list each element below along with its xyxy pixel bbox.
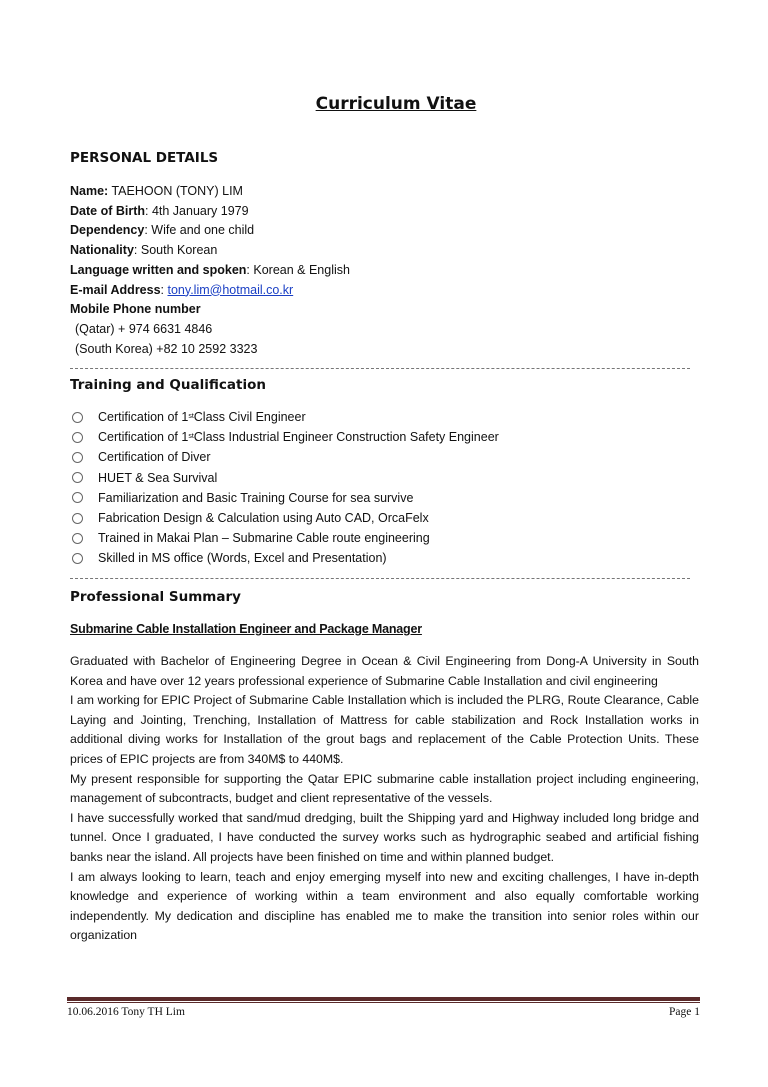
item-sup: st <box>188 433 194 441</box>
footer-rule <box>67 997 700 1001</box>
personal-details-heading: PERSONAL DETAILS <box>70 150 219 166</box>
summary-paragraph: My present responsible for supporting the Qatar EPIC submarine cable installation project including engineering, management of subcontracts, budget and client representative of the vessels. <box>70 771 699 806</box>
item-text: HUET & Sea Survival <box>98 470 218 485</box>
list-item <box>72 488 499 508</box>
document-title: Curriculum Vitae <box>315 94 477 114</box>
phone-korea: (South Korea) +82 10 2592 3323 <box>75 341 258 356</box>
name-value: TAEHOON (TONY) LIM <box>108 184 243 198</box>
dependency-row <box>70 221 350 241</box>
training-list <box>72 407 499 569</box>
role-title: Submarine Cable Installation Engineer and Package Manager <box>70 622 422 636</box>
circle-bullet-icon <box>72 472 83 483</box>
summary-heading: Professional Summary <box>70 589 241 605</box>
circle-bullet-icon <box>72 412 83 423</box>
circle-bullet-icon <box>72 492 83 503</box>
summary-paragraph: Graduated with Bachelor of Engineering Degree in Ocean & Civil Engineering from Dong-A University in South Korea and have over 12 years professional experience of Submarine Cable Installation and civil engineering <box>70 654 699 688</box>
circle-bullet-icon <box>72 553 83 564</box>
training-heading: Training and Qualification <box>70 377 266 393</box>
phone-heading-row <box>70 300 350 320</box>
language-label: Language written and spoken <box>70 262 247 277</box>
name-row <box>70 182 350 202</box>
email-link[interactable]: tony.lim@hotmail.co.kr <box>167 282 294 297</box>
dependency-label: Dependency <box>70 223 145 238</box>
nationality-label: Nationality <box>70 243 134 258</box>
list-item <box>72 548 499 568</box>
email-label: E-mail Address <box>70 282 161 297</box>
nationality-value: : South Korean <box>133 243 218 258</box>
item-text-post: Class Civil Engineer <box>193 410 306 424</box>
footer-rule-thin <box>67 1002 700 1003</box>
page-footer <box>67 1006 700 1018</box>
item-text-post: Class Industrial Engineer Construction Safety Engineer <box>193 430 499 445</box>
list-item <box>72 528 499 548</box>
list-item <box>72 447 499 467</box>
dob-value: : 4th January 1979 <box>145 203 249 218</box>
email-sep: : <box>160 282 168 297</box>
dob-row <box>70 202 350 222</box>
summary-paragraph: I have successfully worked that sand/mud dredging, built the Shipping yard and Highway included long bridge and tunnel. Once I graduated, I have conducted the survey works such as hydrographic seabed and artificial fishing banks near the island. All projects have been finished on time and within planned budget. <box>70 810 699 864</box>
language-value: : Korean & English <box>246 262 350 277</box>
summary-paragraph: I am always looking to learn, teach and enjoy emerging myself into new and exciting challenges, I have in-depth knowledge and experience of working within a team environment and also equally comfortable working independently. My dedication and discipline has enabled me to make the transition into senior roles within our organization <box>70 869 699 943</box>
summary-paragraph: I am working for EPIC Project of Submarine Cable Installation which is included the PLRG, Route Clearance, Cable Laying and Jointing, Trenching, Installation of Mattress for cable stabilization and Rock Installation works in additional diving works for Installation of the grout bags and replacement of the Cable Protection Units. These prices of EPIC projects are from 340M$ to 440M$. <box>70 693 699 766</box>
section-divider <box>70 578 690 579</box>
dob-label: Date of Birth <box>70 203 145 218</box>
email-row <box>70 281 350 301</box>
item-sup: st <box>188 413 194 420</box>
circle-bullet-icon <box>72 533 83 544</box>
phone-heading: Mobile Phone number <box>70 302 201 317</box>
footer-date-author: 10.06.2016 Tony TH Lim <box>67 1006 185 1018</box>
circle-bullet-icon <box>72 432 83 443</box>
dependency-value: : Wife and one child <box>144 223 255 238</box>
summary-body <box>70 652 699 946</box>
personal-details <box>70 182 350 359</box>
circle-bullet-icon <box>72 452 83 463</box>
list-item <box>72 427 499 447</box>
nationality-row <box>70 241 350 261</box>
item-text: Trained in Makai Plan – Submarine Cable route engineering <box>98 531 430 546</box>
circle-bullet-icon <box>72 513 83 524</box>
item-text: Certification of Diver <box>98 450 211 465</box>
page-number: Page 1 <box>669 1006 700 1018</box>
list-item <box>72 468 499 488</box>
item-text: Fabrication Design & Calculation using Auto CAD, OrcaFelx <box>98 511 429 526</box>
list-item <box>72 508 499 528</box>
list-item <box>72 407 499 427</box>
item-text: Skilled in MS office (Words, Excel and Presentation) <box>98 551 387 566</box>
item-text: Familiarization and Basic Training Course for sea survive <box>98 490 414 505</box>
name-label: Name: <box>70 184 109 198</box>
section-divider <box>70 368 690 369</box>
item-text: Certification of 1 <box>98 430 189 445</box>
language-row <box>70 261 350 281</box>
phone-qatar: (Qatar) + 974 6631 4846 <box>75 321 213 336</box>
item-text: Certification of 1 <box>98 410 189 424</box>
